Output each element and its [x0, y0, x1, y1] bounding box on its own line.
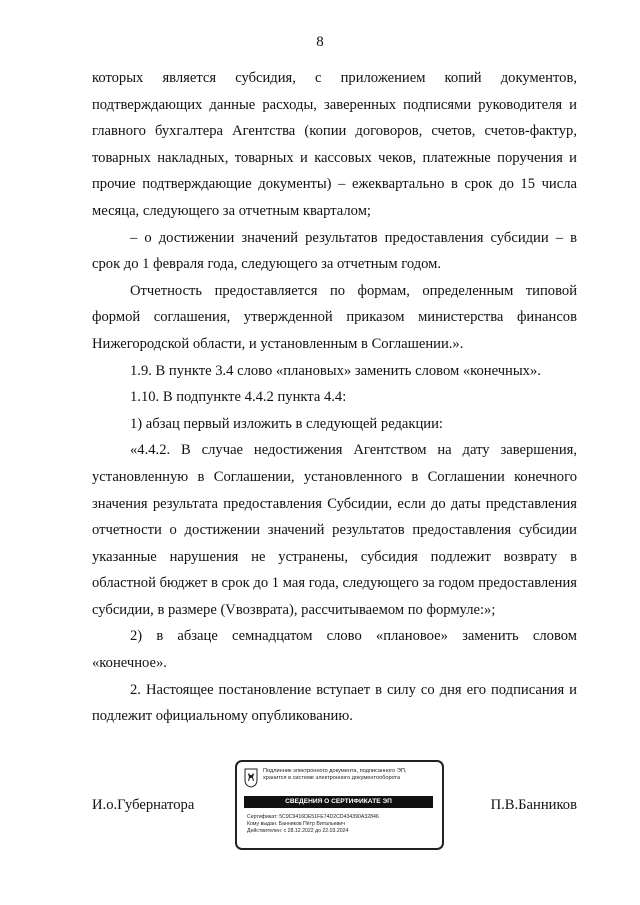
- certificate-label: Сертификат:: [247, 814, 278, 820]
- document-body: [92, 65, 577, 730]
- paragraph: «4.4.2. В случае недостижения Агентством на дату завершения, установленную в Соглашении, установленного в Соглашении конечного значения результата предоставления Субсидии, если до даты представления отчетности о достижении значений результатов предоставления субсидии указанные нарушения не устранены, субсидия подлежит возврату в областной бюджет в срок до 1 мая года, следующего за годом предоставления субсидии, в размере (Vвозврата), рассчитываемом по формуле:»;: [92, 442, 577, 618]
- certificate-value: 5C9C9416DE51FE74D2CD434390A32846: [279, 814, 379, 820]
- stamp-header-line: Подлинник электронного документа, подписанного ЭП,: [263, 768, 407, 774]
- signatory-title: И.о.Губернатора: [92, 797, 195, 813]
- paragraph: Отчетность предоставляется по формам, определенным типовой формой соглашения, утвержденной приказом министерства финансов Нижегородской области, и установленным в Соглашении.».: [92, 282, 577, 352]
- electronic-signature-stamp: [235, 760, 444, 850]
- validity-row: [247, 828, 437, 835]
- issued-to-row: [247, 821, 437, 828]
- paragraph: 2. Настоящее постановление вступает в силу со дня его подписания и подлежит официальному опубликованию.: [92, 681, 577, 725]
- paragraph: которых является субсидия, с приложением копий документов, подтверждающих данные расходы, заверенных подписями руководителя и главного бухгалтера Агентства (копии договоров, счетов, счетов-фактур, товарных накладных, товарных и кассовых чеков, платежные поручения и прочие подтверждающие документы) – ежеквартально в срок до 15 числа месяца, следующего за отчетным кварталом;: [92, 70, 577, 219]
- paragraph: 2) в абзаце семнадцатом слово «плановое» заменить словом «конечное».: [92, 628, 577, 672]
- paragraph: – о достижении значений результатов предоставления субсидии – в срок до 1 февраля года, следующего за отчетным годом.: [92, 229, 577, 273]
- certificate-band: СВЕДЕНИЯ О СЕРТИФИКАТЕ ЭП: [244, 796, 433, 808]
- certificate-details: [247, 814, 437, 834]
- validity-label: Действителен:: [247, 827, 283, 834]
- issued-to-value: Банников Пётр Витальевич: [278, 820, 345, 827]
- validity-value: с 28.12.2022 до 22.03.2024: [283, 827, 349, 834]
- paragraph: 1.10. В подпункте 4.4.2 пункта 4.4:: [130, 389, 347, 406]
- deer-emblem-icon: [244, 768, 258, 788]
- paragraph: 1.9. В пункте 3.4 слово «плановых» заменить словом «конечных».: [130, 362, 541, 379]
- stamp-header-line: хранится в системе электронного документооборота: [263, 775, 401, 782]
- paragraph: 1) абзац первый изложить в следующей редакции:: [130, 415, 443, 432]
- issued-to-label: Кому выдан:: [247, 820, 278, 827]
- certificate-row: [247, 814, 437, 821]
- signatory-name: П.В.Банников: [490, 797, 577, 813]
- page-number: 8: [316, 34, 324, 50]
- stamp-header: [263, 768, 435, 782]
